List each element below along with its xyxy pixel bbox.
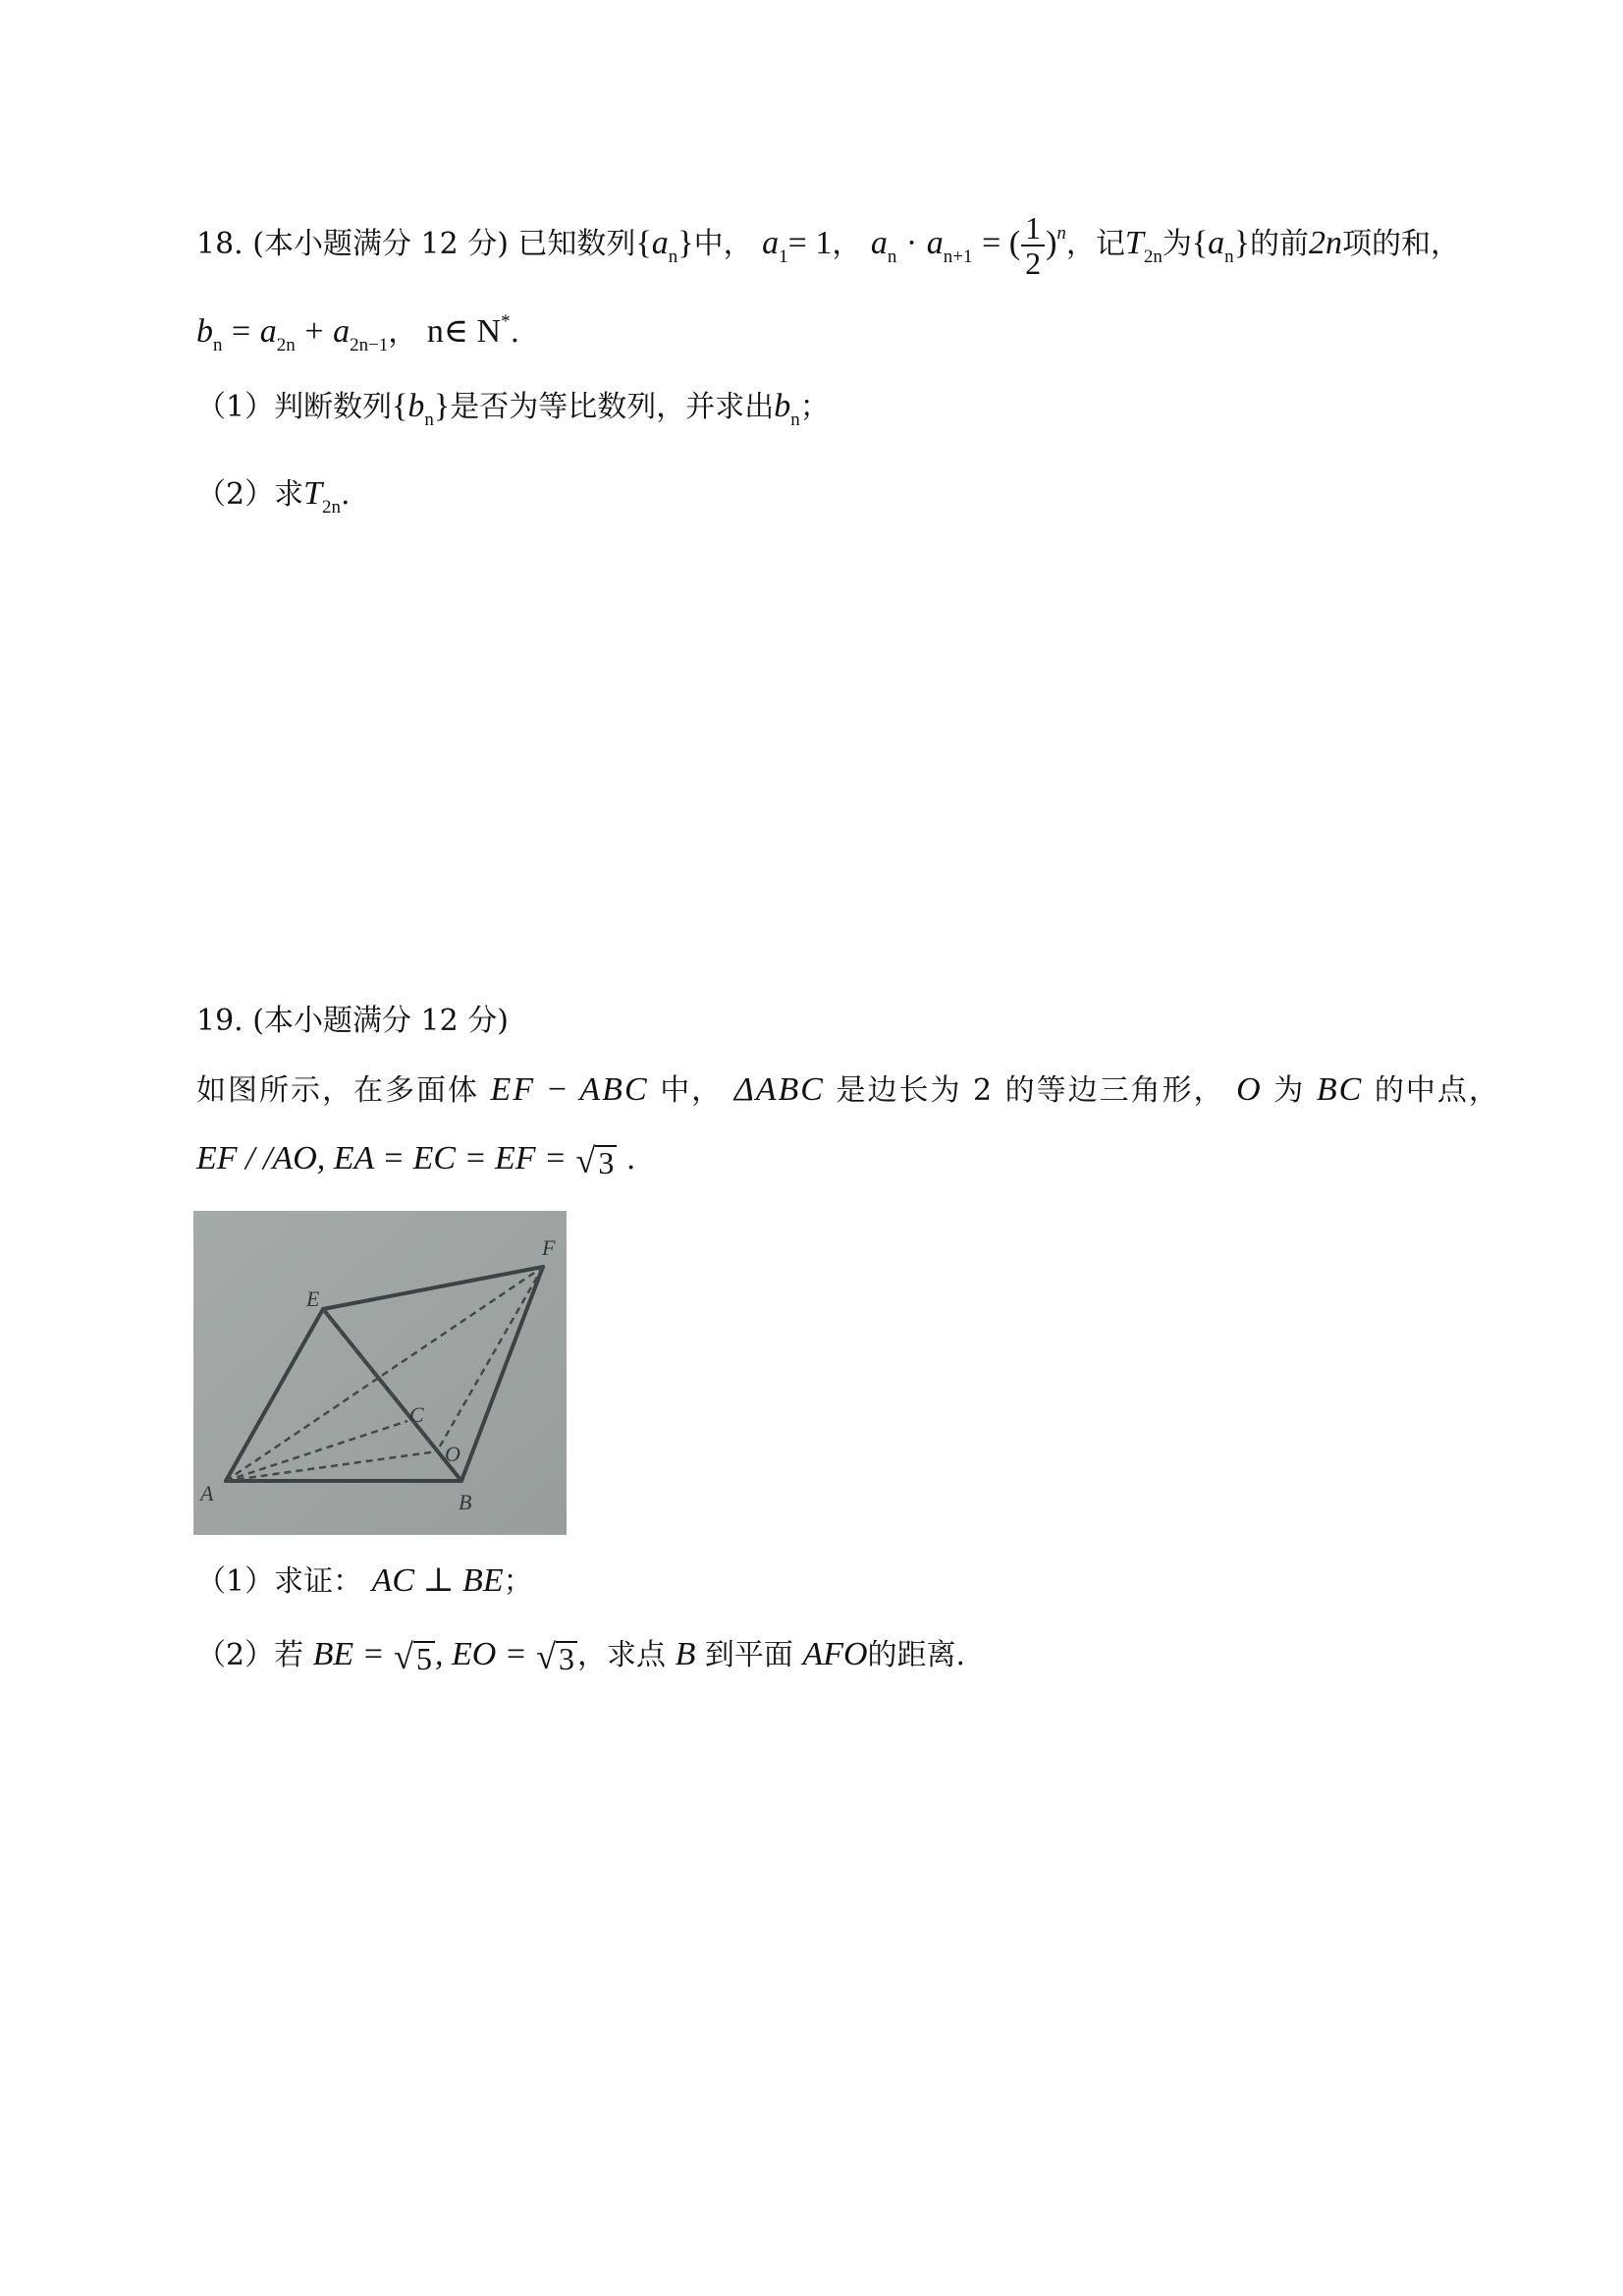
sqrt-3b: √ 3 (536, 1639, 577, 1674)
sub-n: n (668, 246, 678, 267)
sub-n: n (790, 410, 800, 430)
var-a: a (259, 313, 277, 350)
brace-open: { (392, 388, 408, 424)
figure-background (193, 1211, 567, 1535)
q19-part2 (196, 1635, 965, 1675)
part2-text-e: 的距离. (867, 1638, 966, 1672)
var-T: T (1124, 225, 1144, 261)
period: . (625, 1142, 636, 1176)
n-in-N: n∈ N (426, 313, 502, 350)
part2-math-1: BE = (312, 1636, 385, 1672)
period: . (341, 477, 351, 512)
eq: = (232, 313, 251, 350)
plus: + (304, 313, 324, 350)
q18-head: 18. (本小题满分 12 分) 已知数列 (196, 227, 636, 261)
cdot: · (905, 225, 918, 261)
sub-n: n (424, 410, 434, 430)
label-A: A (200, 1481, 214, 1505)
label-F: F (542, 1235, 556, 1260)
fraction-half (1021, 211, 1045, 280)
label-B: B (459, 1490, 472, 1514)
q19-part1 (196, 1561, 533, 1602)
sqrt-arg-3: 3 (556, 1641, 577, 1674)
q19-head-text: 19. (本小题满分 12 分) (196, 1004, 509, 1038)
brace-open: { (635, 225, 652, 261)
q18-line1 (196, 211, 1460, 280)
part1-text: （1）求证： (196, 1564, 363, 1599)
var-b: b (196, 313, 213, 350)
sub-2n: 2n (1143, 246, 1163, 267)
var-BC: BC (1316, 1071, 1364, 1108)
polyhedron-figure (193, 1211, 567, 1535)
q18-line2 (196, 302, 519, 365)
var-b: b (407, 388, 425, 424)
sub-n-plus-1: n+1 (943, 246, 973, 267)
polyhedron-svg (193, 1211, 567, 1535)
var-a: a (333, 313, 351, 350)
sup-n: n (1056, 223, 1066, 244)
q18-part2 (196, 474, 351, 527)
sqrt-3: √ 3 (576, 1143, 618, 1178)
label-E: E (306, 1286, 320, 1311)
text-wei: 为 (1162, 227, 1192, 261)
semicolon: ； (799, 390, 830, 424)
var-2n: 2n (1308, 225, 1342, 261)
intro-c: 是边长为 2 的等边三角形， (836, 1073, 1225, 1108)
label-C: C (409, 1402, 424, 1427)
var-ef-abc: EF − ABC (490, 1071, 649, 1108)
brace-open: { (1191, 225, 1209, 261)
var-a: a (651, 225, 669, 261)
part1-math: AC ⊥ BE (371, 1562, 504, 1599)
text-ji: ，记 (1065, 227, 1125, 261)
sqrt-5: √ 5 (394, 1639, 435, 1674)
part1-text-b: 是否为等比数列，并求出 (450, 390, 775, 424)
intro-d: 为 (1273, 1073, 1306, 1108)
q19-head (196, 1002, 509, 1041)
var-an1: a (926, 225, 944, 261)
q19-condition (196, 1139, 635, 1179)
var-triangle-abc: ΔABC (733, 1071, 825, 1108)
var-B: B (675, 1636, 696, 1672)
var-O: O (1236, 1071, 1263, 1108)
brace-close: } (433, 388, 451, 424)
semicolon: ； (503, 1564, 533, 1599)
sub-n: n (213, 335, 223, 355)
var-AFO: AFO (802, 1636, 868, 1672)
sqrt-arg-5: 5 (413, 1641, 435, 1674)
brace-close: } (1233, 225, 1250, 261)
period: . (510, 315, 520, 350)
condition-math: EF / /AO, EA = EC = EF = (196, 1140, 567, 1176)
part1-text: （1）判断数列 (196, 390, 393, 424)
eq-paren: = ( (982, 225, 1021, 261)
text-xiang: 项的和， (1341, 227, 1460, 261)
sup-star: * (501, 311, 511, 332)
intro-b: 中， (660, 1073, 724, 1108)
part2-text-d: 到平面 (704, 1638, 793, 1672)
sub-n: n (1224, 246, 1234, 267)
part2-text: （2）求 (196, 477, 304, 512)
comma: ， (388, 315, 418, 350)
sqrt-arg: 3 (595, 1145, 617, 1178)
sub-1: 1 (779, 246, 788, 267)
part2-math-2: , EO = (434, 1636, 527, 1672)
paren-close: ) (1046, 225, 1057, 261)
var-an: a (870, 225, 888, 261)
frac-den: 2 (1025, 246, 1042, 281)
part2-text-c: ，求点 (577, 1638, 667, 1672)
sub-2n-1: 2n−1 (350, 335, 389, 355)
part2-text: （2）若 (196, 1638, 304, 1672)
sub-n: n (887, 246, 897, 267)
comma: ， (832, 227, 862, 261)
sub-2n: 2n (276, 335, 296, 355)
brace-close: } (677, 225, 694, 261)
text-zhong: 中， (693, 227, 753, 261)
sub-2n: 2n (322, 497, 342, 518)
q18-part1 (196, 387, 830, 440)
intro-a: 如图所示，在多面体 (196, 1073, 479, 1108)
q19-intro (196, 1070, 1500, 1111)
intro-e: 的中点， (1374, 1073, 1500, 1108)
eq-1: = 1 (787, 225, 833, 261)
label-O: O (445, 1442, 460, 1466)
var-a1: a (762, 225, 780, 261)
text-qian: 的前 (1249, 227, 1309, 261)
var-b: b (774, 388, 791, 424)
var-a: a (1208, 225, 1225, 261)
frac-num: 1 (1021, 211, 1045, 246)
var-T: T (303, 475, 323, 512)
